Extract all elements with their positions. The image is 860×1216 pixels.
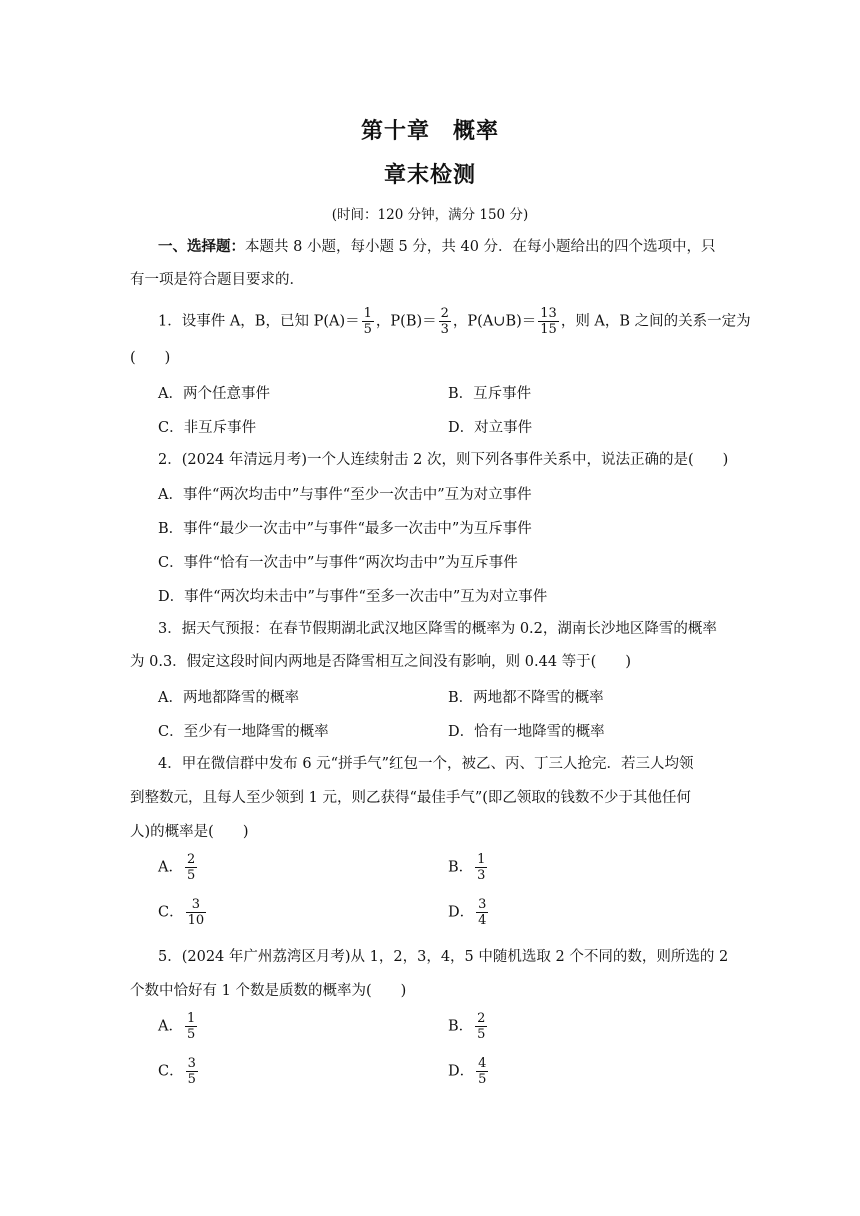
fraction xyxy=(475,1011,487,1042)
section-desc: 本题共 8 小题，每小题 5 分，共 40 分．在每小题给出的四个选项中，只 xyxy=(245,239,716,255)
option-label: A． xyxy=(158,1018,183,1035)
q3-option-c: C．至少有一地降雪的概率 xyxy=(158,724,329,740)
numerator: 13 xyxy=(540,306,557,321)
question-3-stem-2: 为 0.3．假定这段时间内两地是否降雪相互之间没有影响，则 0.44 等于( ) xyxy=(130,654,631,670)
q1-mid: ，P(A∪B)＝ xyxy=(452,313,537,330)
denominator: 15 xyxy=(540,322,557,337)
q1-option-b: B．互斥事件 xyxy=(448,386,532,402)
question-3-stem-1: 3．据天气预报：在春节假期湖北武汉地区降雪的概率为 0.2，湖南长沙地区降雪的概率 xyxy=(158,621,717,637)
q1-option-d: D．对立事件 xyxy=(448,420,533,436)
denominator: 4 xyxy=(478,913,487,928)
denominator: 5 xyxy=(186,868,196,883)
section-heading xyxy=(158,237,758,257)
q1-mid: ，P(B)＝ xyxy=(375,313,437,330)
denominator: 5 xyxy=(363,322,372,337)
q2-option-d: D．事件“两次均未击中”与事件“至多一次击中”互为对立事件 xyxy=(158,589,548,605)
numerator: 3 xyxy=(187,1056,196,1071)
q2-option-a: A．事件“两次均击中”与事件“至少一次击中”互为对立事件 xyxy=(158,487,532,503)
chapter-title: 第十章 概率 xyxy=(360,119,499,144)
question-5-stem-2: 个数中恰好有 1 个数是质数的概率为( ) xyxy=(130,983,407,999)
question-4-stem-3: 人)的概率是( ) xyxy=(130,824,249,840)
denominator: 5 xyxy=(478,1072,487,1087)
q4-option-b xyxy=(448,852,489,883)
q2-option-c: C．事件“恰有一次击中”与事件“两次均击中”为互斥事件 xyxy=(158,555,518,571)
option-label: C． xyxy=(158,904,184,921)
q5-option-a xyxy=(158,1011,199,1042)
question-4-stem-1: 4．甲在微信群中发布 6 元“拼手气”红包一个，被乙、丙、丁三人抢完．若三人均领 xyxy=(158,756,694,772)
fraction xyxy=(439,306,451,337)
denominator: 3 xyxy=(440,322,449,337)
numerator: 3 xyxy=(478,897,487,912)
numerator: 3 xyxy=(186,897,207,913)
option-label: B． xyxy=(448,1018,474,1035)
fraction xyxy=(185,1011,197,1042)
question-1-stem xyxy=(158,306,758,337)
fraction xyxy=(476,1056,488,1087)
q1-tail: ，则 A，B 之间的关系一定为 xyxy=(560,313,751,330)
numerator: 1 xyxy=(477,852,486,867)
denominator: 5 xyxy=(186,1027,196,1042)
q3-option-d: D．恰有一地降雪的概率 xyxy=(448,724,605,740)
numerator: 2 xyxy=(477,1011,486,1026)
q4-option-d xyxy=(448,897,490,928)
question-5-stem-1: 5．(2024 年广州荔湾区月考)从 1，2，3，4，5 中随机选取 2 个不同的数，则所选的 2 xyxy=(158,949,729,965)
numerator: 1 xyxy=(186,1011,196,1026)
option-label: D． xyxy=(448,904,475,921)
option-label: A． xyxy=(158,859,183,876)
q1-option-c: C．非互斥事件 xyxy=(158,420,257,436)
fraction xyxy=(362,306,374,337)
fraction xyxy=(538,306,559,337)
denominator: 3 xyxy=(477,868,486,883)
fraction xyxy=(186,1056,198,1087)
option-label: C． xyxy=(158,1063,184,1080)
denominator: 5 xyxy=(477,1027,486,1042)
q3-option-a: A．两地都降雪的概率 xyxy=(158,690,299,706)
numerator: 4 xyxy=(478,1056,487,1071)
fraction xyxy=(475,852,487,883)
q5-option-b xyxy=(448,1011,489,1042)
numerator: 1 xyxy=(363,306,372,321)
q4-option-c xyxy=(158,897,208,928)
question-1-paren: ( ) xyxy=(130,350,171,366)
option-label: D． xyxy=(448,1063,475,1080)
fraction xyxy=(186,897,207,928)
numerator: 2 xyxy=(186,852,196,867)
question-4-stem-2: 到整数元，且每人至少领到 1 元，则乙获得“最佳手气”(即乙领取的钱数不少于其他任何 xyxy=(130,790,691,806)
fraction xyxy=(185,852,197,883)
q3-option-b: B．两地都不降雪的概率 xyxy=(448,690,604,706)
question-2-stem: 2．(2024 年清远月考)一个人连续射击 2 次，则下列各事件关系中，说法正确的是( ) xyxy=(158,452,729,468)
option-label: B． xyxy=(448,859,474,876)
section-label: 一、选择题： xyxy=(158,239,245,255)
numerator: 2 xyxy=(440,306,449,321)
denominator: 10 xyxy=(187,913,205,928)
q2-option-b: B．事件“最少一次击中”与事件“最多一次击中”为互斥事件 xyxy=(158,521,532,537)
page-title: 章末检测 xyxy=(383,163,476,188)
q5-option-c xyxy=(158,1056,200,1087)
fraction xyxy=(476,897,488,928)
q5-option-d xyxy=(448,1056,490,1087)
denominator: 5 xyxy=(187,1072,196,1087)
q4-option-a xyxy=(158,852,199,883)
q1-option-a: A．两个任意事件 xyxy=(158,386,270,402)
section-desc-2: 有一项是符合题目要求的． xyxy=(130,272,304,288)
q1-lead: 1．设事件 A，B，已知 P(A)＝ xyxy=(158,313,360,330)
time-note: (时间：120 分钟，满分 150 分) xyxy=(331,207,529,223)
